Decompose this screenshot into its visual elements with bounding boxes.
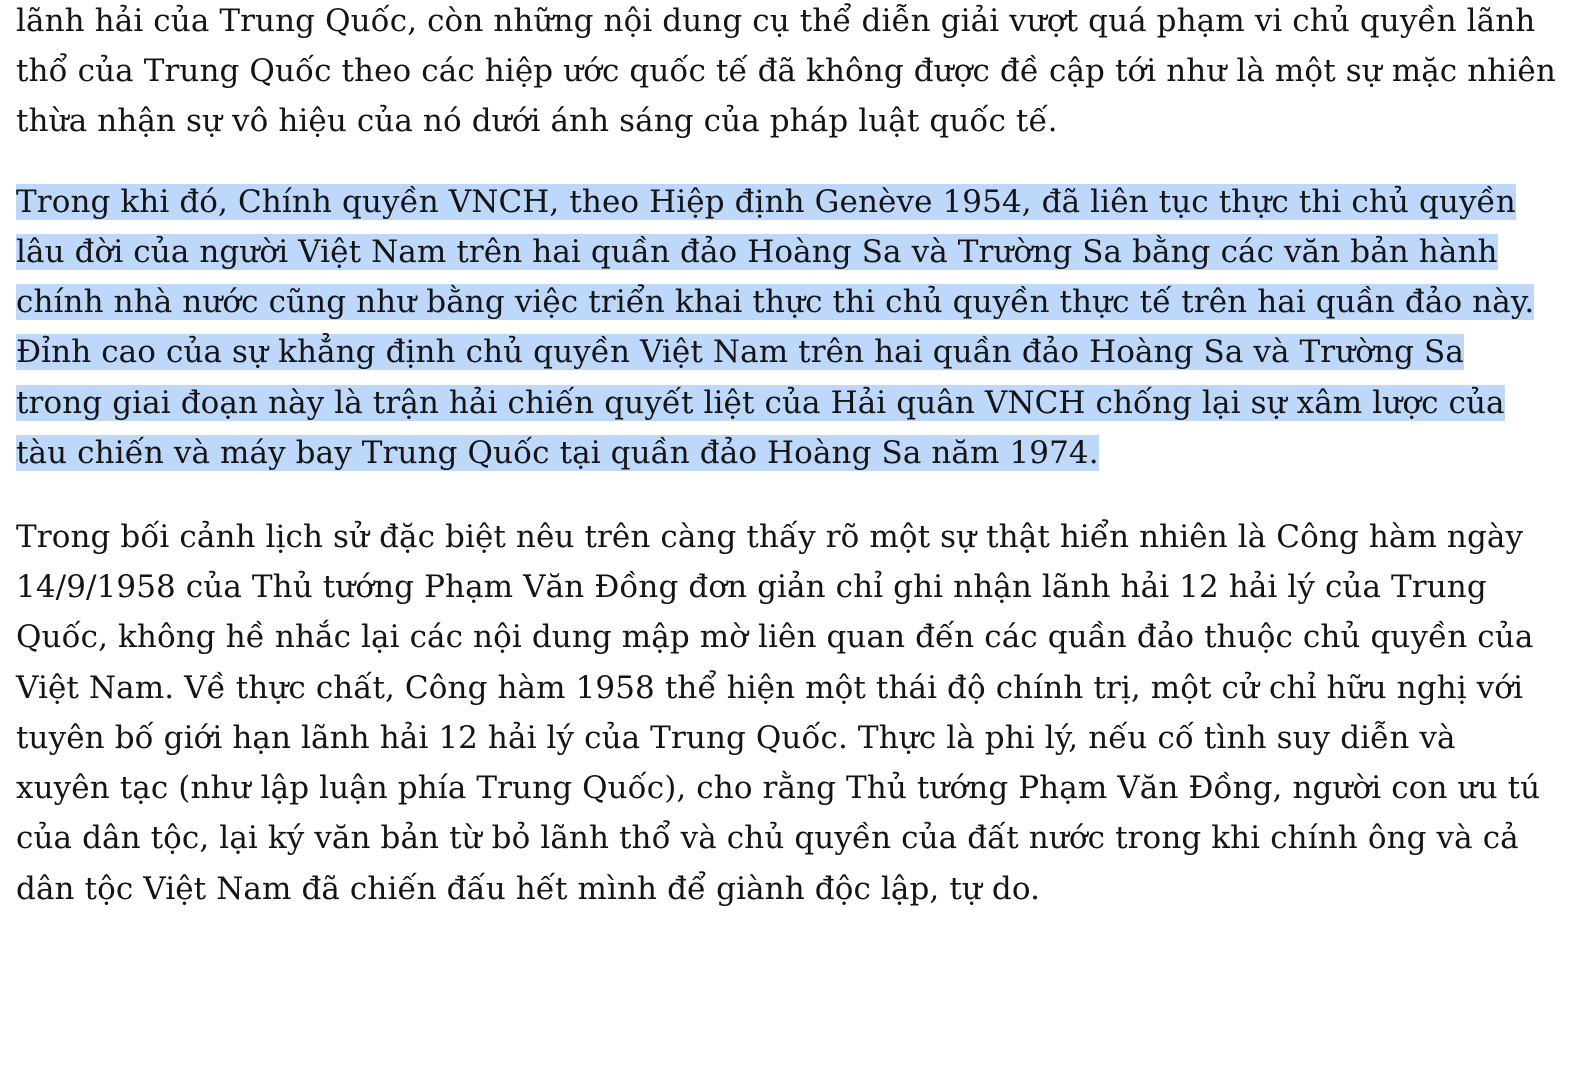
paragraph-3 [16, 512, 1558, 914]
paragraph-3-text: Trong bối cảnh lịch sử đặc biệt nêu trên càng thấy rõ một sự thật hiển nhiên là Công hàm ngày 14/9/1958 của Thủ tướng Phạm Văn Đồng đơn giản chỉ ghi nhận lãnh hải 12 hải lý của Trung Quốc, không hề nhắc lại các nội dung mập mờ liên quan đến các quần đảo thuộc chủ quyền của Việt Nam. Về thực chất, Công hàm 1958 thể hiện một thái độ chính trị, một cử chỉ hữu nghị với tuyên bố giới hạn lãnh hải 12 hải lý của Trung Quốc. Thực là phi lý, nếu cố tình suy diễn và xuyên tạc (như lập luận phía Trung Quốc), cho rằng Thủ tướng Phạm Văn Đồng, người con ưu tú của dân tộc, lại ký văn bản từ bỏ lãnh thổ và chủ quyền của đất nước trong khi chính ông và cả dân tộc Việt Nam đã chiến đấu hết mình để giành độc lập, tự do. [16, 518, 1541, 907]
selected-text-highlight[interactable]: Trong khi đó, Chính quyền VNCH, theo Hiệp định Genève 1954, đã liên tục thực thi chủ quyền lâu đời của người Việt Nam trên hai quần đảo Hoàng Sa và Trường Sa bằng các văn bản hành chính nhà nước cũng như bằng việc triển khai thực thi chủ quyền thực tế trên hai quần đảo này. Đỉnh cao của sự khẳng định chủ quyền Việt Nam trên hai quần đảo Hoàng Sa và Trường Sa trong giai đoạn này là trận hải chiến quyết liệt của Hải quân VNCH chống lại sự xâm lược của tàu chiến và máy bay Trung Quốc tại quần đảo Hoàng Sa năm 1974. [16, 183, 1535, 471]
paragraph-1 [16, 0, 1558, 147]
paragraph-1-text: lãnh hải của Trung Quốc, còn những nội dung cụ thể diễn giải vượt quá phạm vi chủ quyền lãnh thổ của Trung Quốc theo các hiệp ước quốc tế đã không được đề cập tới như là một sự mặc nhiên thừa nhận sự vô hiệu của nó dưới ánh sáng của pháp luật quốc tế. [16, 3, 1556, 140]
paragraph-2[interactable] [16, 177, 1558, 478]
